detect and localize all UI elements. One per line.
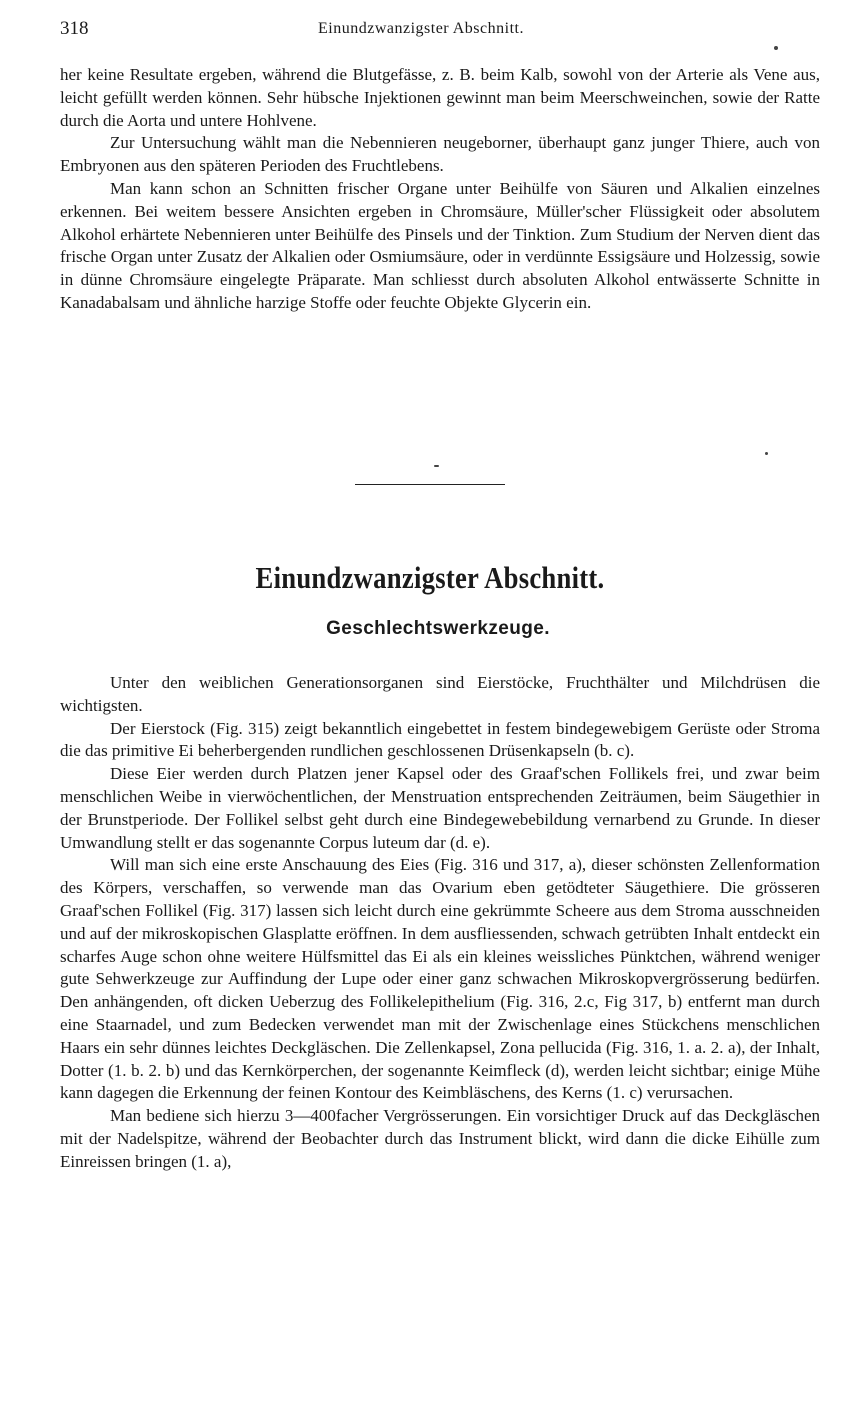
chapter-subtitle: Geschlechtswerkzeuge. (326, 618, 550, 639)
paragraph: her keine Resultate ergeben, während die Blutgefässe, z. B. beim Kalb, sowohl von der Arterie als Vene aus, leicht gefüllt werden können. Sehr hübsche Injektionen gewinnt man beim Meerschweinchen, sowie der Ratte durch die Aorta und untere Hohlvene. (60, 65, 820, 130)
paragraph: Zur Untersuchung wählt man die Nebennieren neugeborner, überhaupt ganz junger Thiere, auch von Embryonen aus den späteren Perioden des Fruchtlebens. (60, 133, 820, 176)
paragraph: Diese Eier werden durch Platzen jener Kapsel oder des Graaf'schen Follikels frei, und zwar beim menschlichen Weibe in vierwöchentlichen, der Menstruation entsprechenden Zeiträumen, beim Säugethier in der Brunstperiode. Der Follikel selbst geht durch eine Bindegewebebildung vernarbend zu Grunde. In dieser Umwandlung stellt er das sogenannte Corpus luteum dar (d. e). (60, 764, 820, 852)
paragraph: Man bediene sich hierzu 3—400facher Vergrösserungen. Ein vorsichtiger Druck auf das Deckgläschen mit der Nadelspitze, während der Beobachter durch das Instrument blickt, wird dann die dicke Eihülle zum Einreissen bringen (1. a), (60, 1106, 820, 1171)
paragraph: Unter den weiblichen Generationsorganen sind Eierstöcke, Fruchthälter und Milchdrüsen die wichtigsten. (60, 673, 820, 715)
paragraph: Will man sich eine erste Anschauung des Eies (Fig. 316 und 317, a), dieser schönsten Zellenformation des Körpers, verschaffen, so verwende man das Ovarium eben getödteter Säugethiere. Die grösseren Graaf'schen Follikel (Fig. 317) lassen sich leicht durch eine gekrümmte Scheere aus dem Stroma ausschneiden und auf der mikroskopischen Glasplatte eröffnen. In dem ausfliessenden, schwach getrübten Inhalt entdeckt ein scharfes Auge schon ohne weitere Hülfsmittel das Ei als ein kleines weissliches Pünktchen, während weniger gute Sehwerkzeuge zur Auffindung der Lupe oder einer ganz schwachen Mikroskopvergrösserung bedürfen. Den anhängenden, oft dicken Ueberzug des Follikelepithelium (Fig. 316, 2.c, Fig 317, b) entfernt man durch eine Staarnadel, und zum Bedecken verwendet man mit der Zwischenlage eines Stückchens menschlichen Haars ein sehr dünnes leichtes Deckgläschen. Die Zellenkapsel, Zona pellucida (Fig. 316, 1. a. 2. a), der Inhalt, Dotter (1. b. 2. b) und das Kernkörperchen, der sogenannte Keimfleck (d), werden leicht sichtbar; einige Mühe kann dagegen die Erkennung der feinen Kontour des Keimbläschens, des Kerns (1. c) verursachen. (60, 855, 820, 1103)
paragraph: Man kann schon an Schnitten frischer Organe unter Beihülfe von Säuren und Alkalien einzelnes erkennen. Bei weitem bessere Ansichten ergeben in Chromsäure, Müller'scher Flüssigkeit oder absolutem Alkohol erhärtete Nebennieren unter Beihülfe des Pinsels und der Tinktion. Zum Studium der Nerven dient das frische Organ unter Zusatz der Alkalien oder Osmiumsäure, oder in verdünnte Essigsäure und Holzessig, sowie in dünne Chromsäure eingelegte Präparate. Man schliesst durch absoluten Alkohol entwässerte Schnitte in Kanadabalsam und ähnliche harzige Stoffe oder feuchte Objekte Glycerin ein. (60, 178, 820, 312)
running-title: Einundzwanzigster Abschnitt. (318, 20, 524, 37)
print-speck (434, 465, 439, 467)
print-speck (774, 46, 778, 50)
print-speck (765, 452, 768, 455)
main-text-section (60, 672, 820, 1174)
paragraph: Der Eierstock (Fig. 315) zeigt bekanntlich eingebettet in festem bindegewebigem Gerüste oder Stroma die das primitive Ei beherbergenden rundlichen geschlossenen Drüsenkapseln (b. c). (60, 718, 820, 761)
page-number: 318 (60, 18, 89, 39)
section-divider (355, 484, 505, 485)
top-text-section (60, 64, 820, 315)
chapter-title: Einundzwanzigster Abschnitt. (255, 560, 605, 595)
running-head (60, 18, 820, 46)
